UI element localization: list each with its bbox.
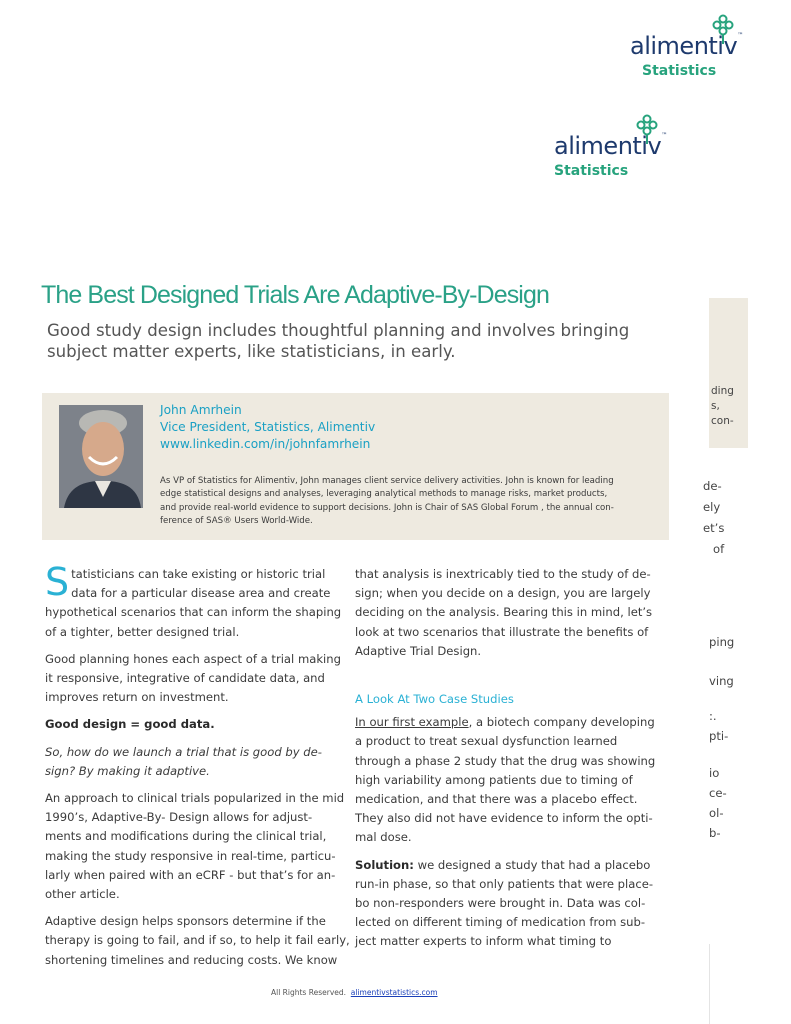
body-line: 1990’s, Adaptive-By- Design allows for adjust- [45, 810, 313, 825]
bio-line: and provide real-world evidence to support decisions. John is Chair of SAS Global Forum , the annual con- [160, 502, 614, 513]
author-photo [59, 405, 143, 508]
logo-sub: Statistics [642, 63, 717, 79]
body-line: mal dose. [355, 830, 412, 845]
body-line: improves return on investment. [45, 690, 229, 705]
body-line: Adaptive design helps sponsors determine if the [45, 914, 326, 929]
body-line: Good planning hones each aspect of a trial making [45, 651, 341, 666]
logo-tm: ™ [661, 132, 667, 139]
body-line: ject matter experts to inform what timing to [355, 934, 612, 949]
body-line: run-in phase, so that only patients that were place- [355, 876, 654, 891]
fragment: b- [709, 826, 721, 840]
body-line: bo non-responders were brought in. Data was col- [355, 896, 646, 911]
body-line: other article. [45, 887, 120, 902]
section-heading: A Look At Two Case Studies [355, 692, 514, 707]
logo-word: alimentiv [630, 32, 738, 60]
body-line: high variability among patients due to timing of [355, 772, 633, 787]
bio-line: As VP of Statistics for Alimentiv, John manages client service delivery activities. John is known for leading [160, 476, 614, 486]
body-line: it responsive, integrative of candidate data, and [45, 671, 325, 686]
body-line: Adaptive Trial Design. [355, 643, 482, 658]
logo-sub: Statistics [554, 163, 629, 179]
body-line: data for a particular disease area and create [71, 586, 331, 601]
body-line: medication, and that there was a placebo effect. [355, 792, 638, 807]
paragraph-intro [45, 560, 350, 642]
article-title: The Best Designed Trials Are Adaptive-By-Design [41, 281, 549, 309]
body-line: shortening timelines and reducing costs. We know [45, 952, 338, 967]
fragment: :. [709, 709, 717, 723]
fragment: ding [711, 385, 734, 397]
body-line: ments and modifications during the clinical trial, [45, 829, 327, 844]
footer-text: All Rights Reserved. [271, 988, 347, 997]
author-box [42, 393, 669, 540]
body-line: sign; when you decide on a design, you are largely [355, 586, 651, 601]
fragment: ping [709, 635, 735, 649]
column-left [45, 560, 350, 970]
article-subtitle [47, 320, 629, 362]
subtitle-line: Good study design includes thoughtful planning and involves bringing [47, 321, 630, 340]
body-line: Good design = good data. [45, 717, 215, 732]
fragment: ol- [709, 806, 724, 820]
side-fragments-body1 [703, 476, 724, 560]
paragraph [45, 650, 350, 708]
body-line: through a phase 2 study that the drug was showing [355, 753, 656, 768]
paragraph [45, 743, 350, 781]
side-fragments-box [711, 384, 734, 429]
fragment: io [709, 766, 720, 780]
body-line: , a biotech company developing [468, 715, 655, 730]
footer [271, 988, 438, 997]
paragraph [45, 789, 350, 904]
body-line: hypothetical scenarios that can inform the shaping [45, 605, 342, 620]
drop-cap: S [45, 560, 70, 604]
author-bio [160, 475, 614, 528]
first-example-link[interactable]: In our first example [355, 715, 469, 730]
bio-line: ference of SAS® Users World-Wide. [160, 515, 313, 526]
side-fragments-body2 [709, 632, 734, 843]
column-right [355, 565, 655, 952]
fragment: of [713, 542, 725, 556]
body-line: deciding on the analysis. Bearing this in mind, let’s [355, 605, 653, 620]
body-line: larly when paired with an eCRF - but that’s for an- [45, 867, 336, 882]
body-line: look at two scenarios that illustrate the benefits of [355, 624, 649, 639]
paragraph [355, 565, 655, 661]
body-line: that analysis is inextricably tied to the study of de- [355, 567, 651, 581]
fragment: ving [709, 674, 734, 688]
body-line: They also did not have evidence to inform the opti- [355, 811, 653, 826]
page-edge-line [709, 944, 710, 1024]
subtitle-line: subject matter experts, like statisticians, in early. [47, 342, 456, 361]
paragraph [45, 912, 350, 970]
fragment: et’s [703, 521, 725, 535]
logo-word: alimentiv [554, 132, 662, 160]
body-line: making the study responsive in real-time, particu- [45, 848, 336, 863]
logo-tm: ™ [737, 32, 743, 39]
body-line: An approach to clinical trials popularized in the mid [45, 791, 345, 806]
author-name: John Amrhein [160, 403, 242, 417]
fragment: ce- [709, 786, 727, 800]
fragment: ely [703, 500, 721, 514]
body-line: we designed a study that had a placebo [413, 857, 651, 872]
body-line: sign? By making it adaptive. [45, 763, 210, 778]
logo-second [554, 114, 694, 184]
fragment: pti- [709, 729, 729, 743]
body-line: So, how do we launch a trial that is good by de- [45, 744, 322, 759]
bio-line: edge statistical designs and analyses, leveraging analytical methods to manage risks, market products, [160, 489, 608, 500]
logo-top [630, 14, 770, 84]
author-role: Vice President, Statistics, Alimentiv [160, 420, 376, 434]
author-link[interactable]: www.linkedin.com/in/johnfamrhein [160, 437, 371, 451]
fragment: s, [711, 400, 720, 412]
body-line: a product to treat sexual dysfunction learned [355, 734, 618, 749]
solution-label: Solution: [355, 857, 414, 872]
fragment: con- [711, 415, 734, 427]
fragment: de- [703, 479, 722, 493]
body-line: tatisticians can take existing or historic trial [71, 567, 326, 581]
footer-link[interactable]: alimentivstatistics.com [350, 988, 438, 997]
body-line: therapy is going to fail, and if so, to help it fail early, [45, 933, 350, 948]
body-line: of a tighter, better designed trial. [45, 624, 240, 639]
paragraph [355, 856, 655, 952]
body-line: lected on different timing of medication from sub- [355, 915, 646, 930]
paragraph [355, 713, 655, 847]
